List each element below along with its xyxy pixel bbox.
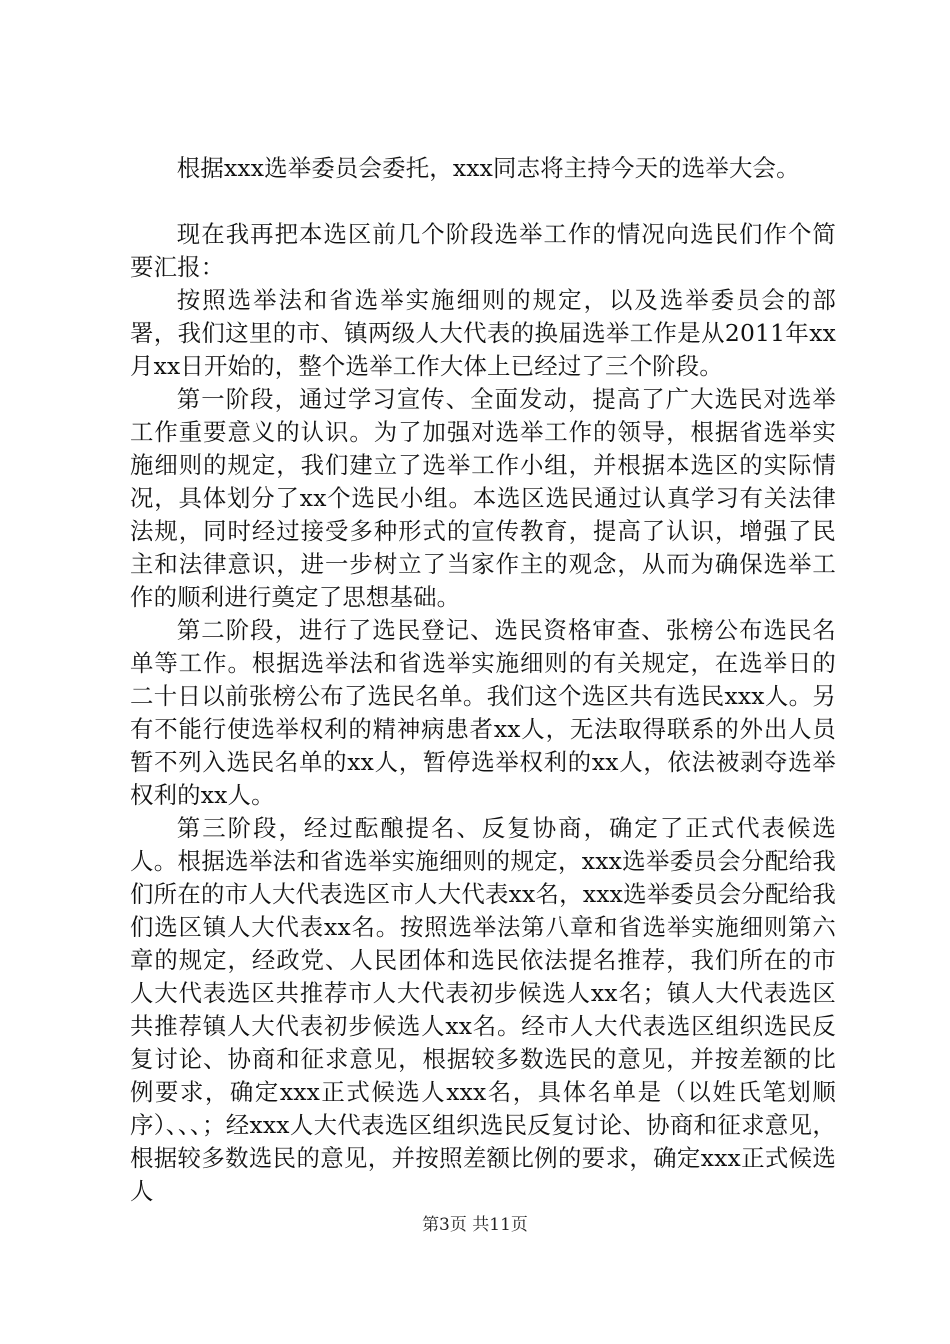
paragraph-stage-one: 第一阶段，通过学习宣传、全面发动，提高了广大选民对选举工作重要意义的认识。为了加强对选举工作的领导，根据省选举实施细则的规定，我们建立了选举工作小组，并根据本选区的实际情况，具体划分了xx个选民小组。本选区选民通过认真学习有关法律法规，同时经过接受多种形式的宣传教育，提高了认识，增强了民主和法律意识，进一步树立了当家作主的观念，从而为确保选举工作的顺利进行奠定了思想基础。 [130,385,836,611]
document-body [130,152,836,1208]
page-number-footer: 第3页 共11页 [422,1215,528,1235]
paragraph-opening: 根据xxx选举委员会委托，xxx同志将主持今天的选举大会。 [176,154,800,182]
paragraph-stage-two: 第二阶段，进行了选民登记、选民资格审查、张榜公布选民名单等工作。根据选举法和省选举实施细则的有关规定，在选举日的二十日以前张榜公布了选民名单。我们这个选区共有选民xxx人。另有不能行使选举权利的精神病患者xx人，无法取得联系的外出人员暂不列入选民名单的xx人，暂停选举权利的xx人，依法被剥夺选举权利的xx人。 [130,616,836,809]
paragraph-overview: 按照选举法和省选举实施细则的规定，以及选举委员会的部署，我们这里的市、镇两级人大代表的换届选举工作是从2011年xx月xx日开始的，整个选举工作大体上已经过了三个阶段。 [130,286,836,380]
paragraph-stage-three: 第三阶段，经过酝酿提名、反复协商，确定了正式代表候选人。根据选举法和省选举实施细则的规定，xxx选举委员会分配给我们所在的市人大代表选区市人大代表xx名，xxx选举委员会分配给我们选区镇人大代表xx名。按照选举法第八章和省选举实施细则第六章的规定，经政党、人民团体和选民依法提名推荐，我们所在的市人大代表选区共推荐市人大代表初步候选人xx名；镇人大代表选区共推荐镇人大代表初步候选人xx名。经市人大代表选区组织选民反复讨论、协商和征求意见，根据较多数选民的意见，并按差额的比例要求，确定xxx正式候选人xxx名，具体名单是（以姓氏笔划顺序）、、、；经xxx人大代表选区组织选民反复讨论、协商和征求意见，根据较多数选民的意见，并按照差额比例的要求，确定xxx正式候选人 [130,814,836,1205]
paragraph-report-intro: 现在我再把本选区前几个阶段选举工作的情况向选民们作个简要汇报： [130,220,836,281]
